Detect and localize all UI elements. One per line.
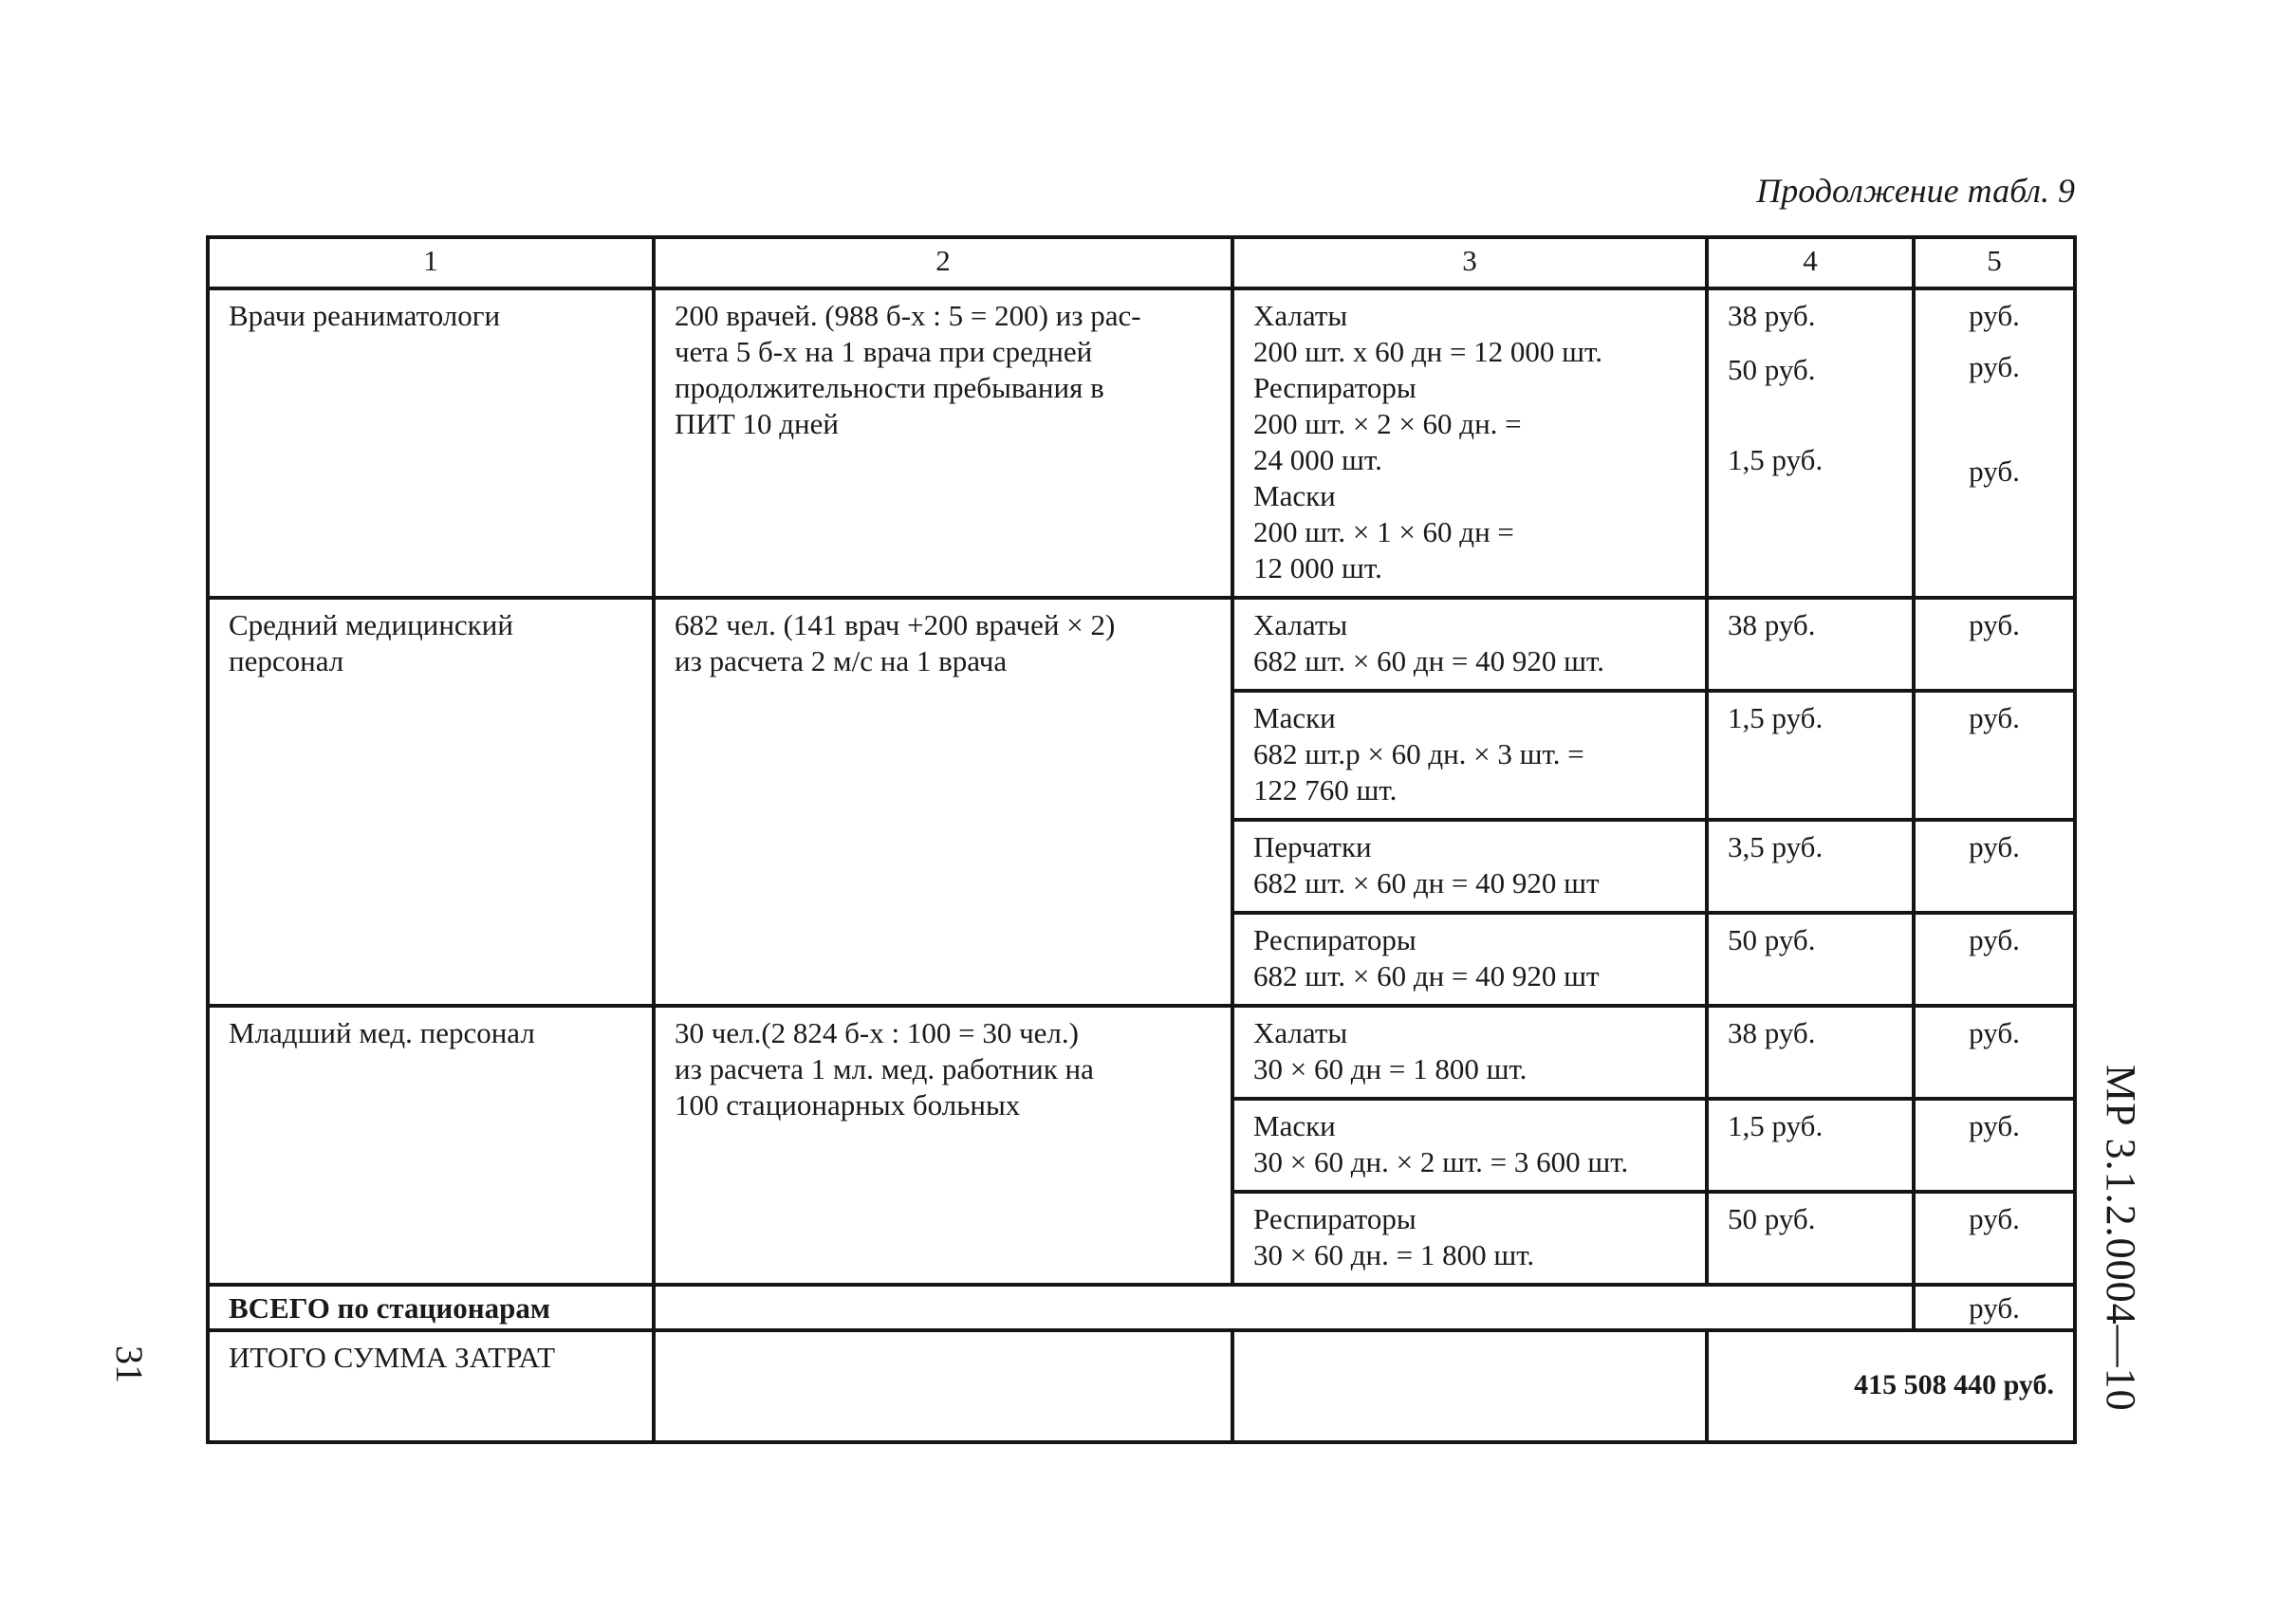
grand-total-empty-2 bbox=[654, 1330, 1232, 1442]
basis-cell: 200 врачей. (988 б-х : 5 = 200) из рас- чета 5 б-х на 1 врача при средней продолжительности пребывания в ПИТ 10 дней bbox=[654, 288, 1232, 598]
table-row-subtotal bbox=[208, 1285, 2075, 1330]
category-cell: Средний медицинский персонал bbox=[208, 598, 654, 1006]
subtotal-label: ВСЕГО по стационарам bbox=[208, 1285, 654, 1330]
grand-total-label: ИТОГО СУММА ЗАТРАТ bbox=[208, 1330, 654, 1442]
item-cell: Маски 682 шт.р × 60 дн. × 3 шт. = 122 760 шт. bbox=[1232, 691, 1707, 820]
header-col-3: 3 bbox=[1232, 237, 1707, 288]
price-cell: 1,5 руб. bbox=[1707, 1099, 1914, 1192]
sum-cell: руб. bbox=[1914, 913, 2075, 1006]
item-cell: Респираторы 682 шт. × 60 дн = 40 920 шт bbox=[1232, 913, 1707, 1006]
grand-total-empty-3 bbox=[1232, 1330, 1707, 1442]
basis-cell: 682 чел. (141 врач +200 врачей × 2) из расчета 2 м/с на 1 врача bbox=[654, 598, 1232, 1006]
sum-cell: руб. bbox=[1914, 1192, 2075, 1285]
header-col-5: 5 bbox=[1914, 237, 2075, 288]
header-col-1: 1 bbox=[208, 237, 654, 288]
category-cell: Младший мед. персонал bbox=[208, 1006, 654, 1285]
document-id: МР 3.1.2.0004—10 bbox=[2098, 1065, 2144, 1412]
subtotal-empty bbox=[654, 1285, 1914, 1330]
sum-cell: руб. bbox=[1914, 1099, 2075, 1192]
header-col-4: 4 bbox=[1707, 237, 1914, 288]
item-cell: Респираторы 30 × 60 дн. = 1 800 шт. bbox=[1232, 1192, 1707, 1285]
sum-cell: руб. bbox=[1914, 691, 2075, 820]
sum-cell: руб. bbox=[1914, 598, 2075, 691]
price-cell: 38 руб. bbox=[1707, 1006, 1914, 1099]
category-cell: Врачи реаниматологи bbox=[208, 288, 654, 598]
items-cell: Халаты 200 шт. х 60 дн = 12 000 шт. Респираторы 200 шт. × 2 × 60 дн. = 24 000 шт. Маски 200 шт. × 1 × 60 дн = 12 000 шт. bbox=[1232, 288, 1707, 598]
item-cell: Халаты 30 × 60 дн = 1 800 шт. bbox=[1232, 1006, 1707, 1099]
sum-cell: руб. bbox=[1914, 820, 2075, 913]
price-cell: 50 руб. bbox=[1707, 913, 1914, 1006]
price-cell: 38 руб. 50 руб. 1,5 руб. bbox=[1707, 288, 1914, 598]
subtotal-value: руб. bbox=[1914, 1285, 2075, 1330]
price-cell: 38 руб. bbox=[1707, 598, 1914, 691]
price-cell: 3,5 руб. bbox=[1707, 820, 1914, 913]
basis-cell: 30 чел.(2 824 б-х : 100 = 30 чел.) из расчета 1 мл. мед. работник на 100 стационарных больных bbox=[654, 1006, 1232, 1285]
table-caption: Продолжение табл. 9 bbox=[1756, 172, 2075, 210]
header-col-2: 2 bbox=[654, 237, 1232, 288]
price-cell: 1,5 руб. bbox=[1707, 691, 1914, 820]
table-row-doctors bbox=[208, 288, 2075, 598]
table-row-junior-1 bbox=[208, 1006, 2075, 1099]
table-row-nurses-1 bbox=[208, 598, 2075, 691]
page-number: 31 bbox=[108, 1345, 151, 1383]
table-row-grand-total bbox=[208, 1330, 2075, 1442]
cost-table bbox=[206, 235, 2077, 1444]
sum-cell: руб. bbox=[1914, 1006, 2075, 1099]
price-cell: 50 руб. bbox=[1707, 1192, 1914, 1285]
table-header-row bbox=[208, 237, 2075, 288]
item-cell: Перчатки 682 шт. × 60 дн = 40 920 шт bbox=[1232, 820, 1707, 913]
grand-total-value: 415 508 440 руб. bbox=[1707, 1330, 2075, 1442]
item-cell: Маски 30 × 60 дн. × 2 шт. = 3 600 шт. bbox=[1232, 1099, 1707, 1192]
item-cell: Халаты 682 шт. × 60 дн = 40 920 шт. bbox=[1232, 598, 1707, 691]
sum-cell: руб. руб. руб. bbox=[1914, 288, 2075, 598]
